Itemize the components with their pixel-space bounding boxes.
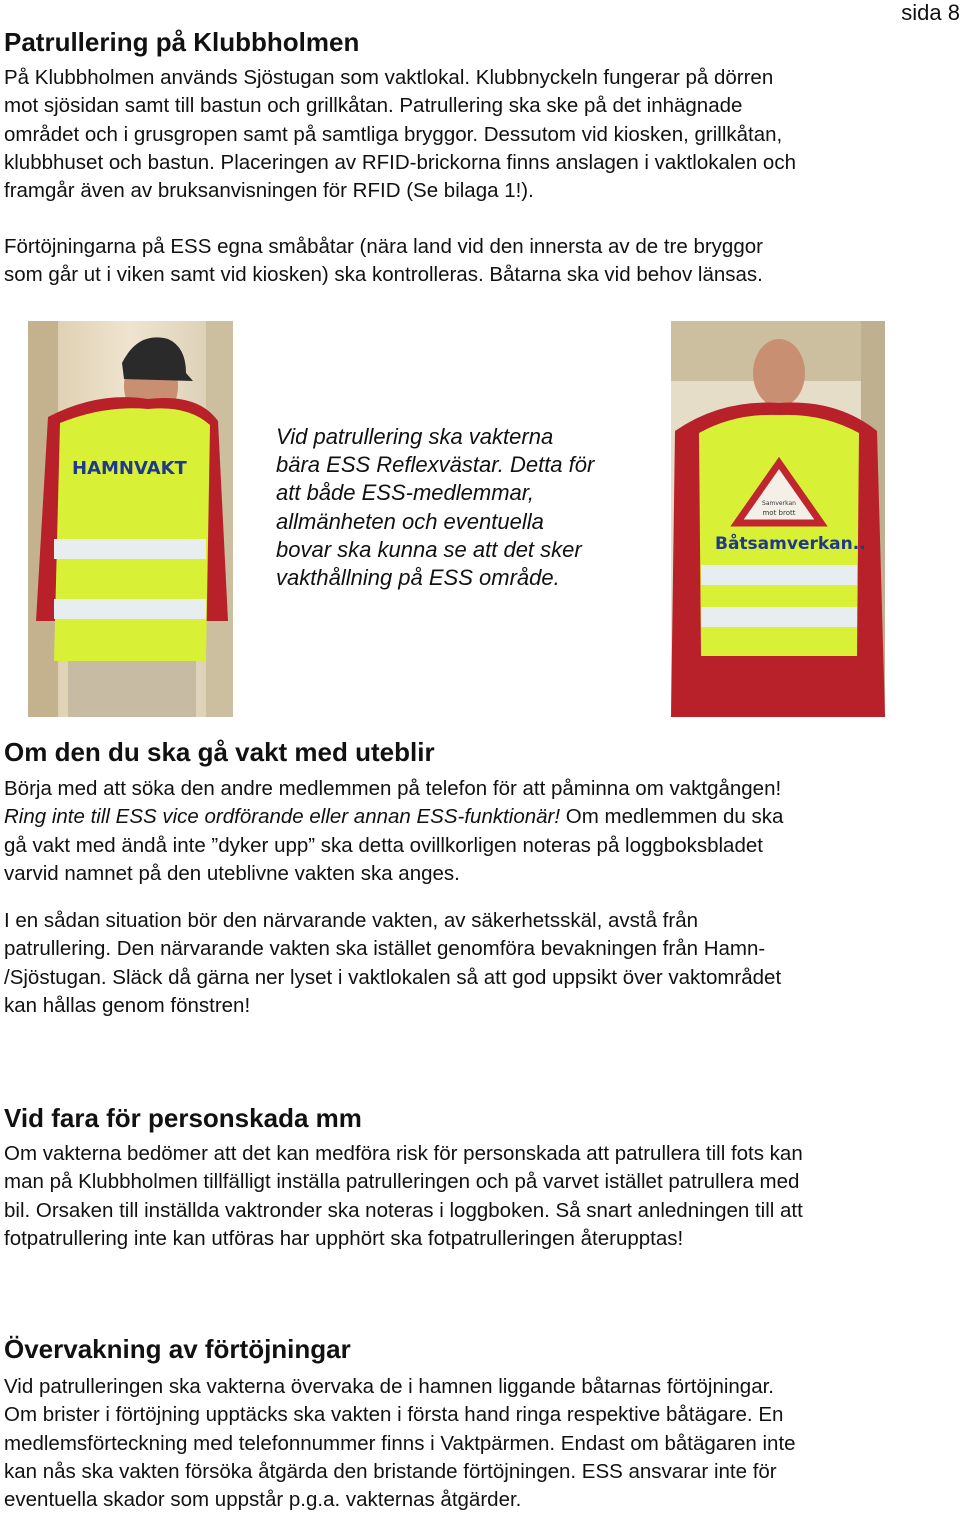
text-line: Vid patrulleringen ska vakterna övervaka de i hamnen liggande båtarnas förtöjningar. xyxy=(4,1375,775,1398)
caption-line: att både ESS-medlemmar, xyxy=(276,480,535,506)
badge-text-1: Samverkan xyxy=(762,500,796,507)
paragraph-uteblir-2 xyxy=(4,907,954,1020)
italic-warning: Ring inte till ESS vice ordförande eller annan ESS-funktionär! xyxy=(4,805,561,829)
hamnvakt-vest-illustration xyxy=(28,321,233,717)
caption-line: Vid patrullering ska vakterna xyxy=(276,424,554,449)
text-line: medlemsförteckning med telefonnummer finns i Vaktpärmen. Endast om båtägaren inte xyxy=(4,1431,796,1455)
section-title-personskada: Vid fara för personskada mm xyxy=(4,1103,362,1133)
text-line: eventuella skador som uppstår p.g.a. vakternas åtgärder. xyxy=(4,1488,522,1512)
paragraph-personskada xyxy=(4,1140,954,1253)
text-line: /Sjöstugan. Släck då gärna ner lyset i vaktlokalen så att god uppsikt över vaktområdet xyxy=(4,965,782,989)
text-line: Förtöjningarna på ESS egna småbåtar (nära land vid den innersta av de tre bryggor xyxy=(4,235,763,258)
paragraph-uteblir-1 xyxy=(4,775,954,888)
photo-batsamverkan-vest xyxy=(671,321,885,717)
text-line: kan nås ska vakten försöka åtgärda den bristande förtöjningen. ESS ansvarar inte för xyxy=(4,1459,777,1483)
photo-caption xyxy=(276,423,594,592)
text-line: Om vakterna bedömer att det kan medföra risk för personskada att patrullera till fots kan xyxy=(4,1142,803,1165)
text-line: I en sådan situation bör den närvarande vakten, av säkerhetsskäl, avstå från xyxy=(4,909,698,932)
caption-line: bära ESS Reflexvästar. Detta för xyxy=(276,452,595,478)
text-line: man på Klubbholmen tillfälligt inställa patrulleringen och på varvet istället patrullera med xyxy=(4,1170,800,1194)
vest-text-hamnvakt: HAMNVAKT xyxy=(72,458,187,479)
text-line: som går ut i viken samt vid kiosken) ska kontrolleras. Båtarna ska vid behov länsas. xyxy=(4,263,763,287)
text-line: varvid namnet på den uteblivne vakten ska anges. xyxy=(4,861,460,885)
text-line: kan hållas genom fönstren! xyxy=(4,993,251,1017)
vest-text-batsamverkan: Båtsamverkan.. xyxy=(715,534,866,554)
text-fragment: Om medlemmen du ska xyxy=(560,805,784,829)
caption-line: vakthållning på ESS område. xyxy=(276,565,560,591)
text-line: klubbhuset och bastun. Placeringen av RFID-brickorna finns anslagen i vaktlokalen och xyxy=(4,150,796,174)
text-line: På Klubbholmen används Sjöstugan som vaktlokal. Klubbnyckeln fungerar på dörren xyxy=(4,66,774,89)
text-line: patrullering. Den närvarande vakten ska istället genomföra bevakningen från Hamn- xyxy=(4,937,766,961)
paragraph-overvakning xyxy=(4,1373,954,1514)
text-line xyxy=(4,803,954,831)
page-number: sida 8 xyxy=(901,0,960,25)
paragraph-fortojningar-smabatar xyxy=(4,233,954,290)
photo-hamnvakt-vest xyxy=(28,321,233,717)
text-line: Börja med att söka den andre medlemmen på telefon för att påminna om vaktgången! xyxy=(4,777,782,800)
caption-line: allmänheten och eventuella xyxy=(276,508,544,534)
text-line: bil. Orsaken till inställda vaktronder ska noteras i loggboken. Så snart anledningen till att xyxy=(4,1198,803,1222)
section-title-overvakning: Övervakning av förtöjningar xyxy=(4,1334,351,1364)
paragraph-patrullering-intro xyxy=(4,64,954,205)
badge-text-2: mot brott xyxy=(762,509,796,517)
text-line: Om brister i förtöjning upptäcks ska vakten i första hand ringa respektive båtägare. En xyxy=(4,1403,784,1427)
text-line: mot sjösidan samt till bastun och grillkåtan. Patrullering ska ske på det inhägnade xyxy=(4,94,743,118)
text-line: framgår även av bruksanvisningen för RFID (Se bilaga 1!). xyxy=(4,179,534,203)
text-line: fotpatrullering inte kan utföras har upphört ska fotpatrulleringen återupptas! xyxy=(4,1226,684,1250)
section-title-uteblir: Om den du ska gå vakt med uteblir xyxy=(4,737,435,767)
batsamverkan-vest-illustration xyxy=(671,321,885,717)
text-line: gå vakt med ändå inte ”dyker upp” ska detta ovillkorligen noteras på loggboksbladet xyxy=(4,833,763,857)
caption-line: bovar ska kunna se att det sker xyxy=(276,536,582,562)
section-title-patrullering: Patrullering på Klubbholmen xyxy=(4,27,360,57)
text-line: området och i grusgropen samt på samtliga bryggor. Dessutom vid kiosken, grillkåtan, xyxy=(4,122,783,146)
